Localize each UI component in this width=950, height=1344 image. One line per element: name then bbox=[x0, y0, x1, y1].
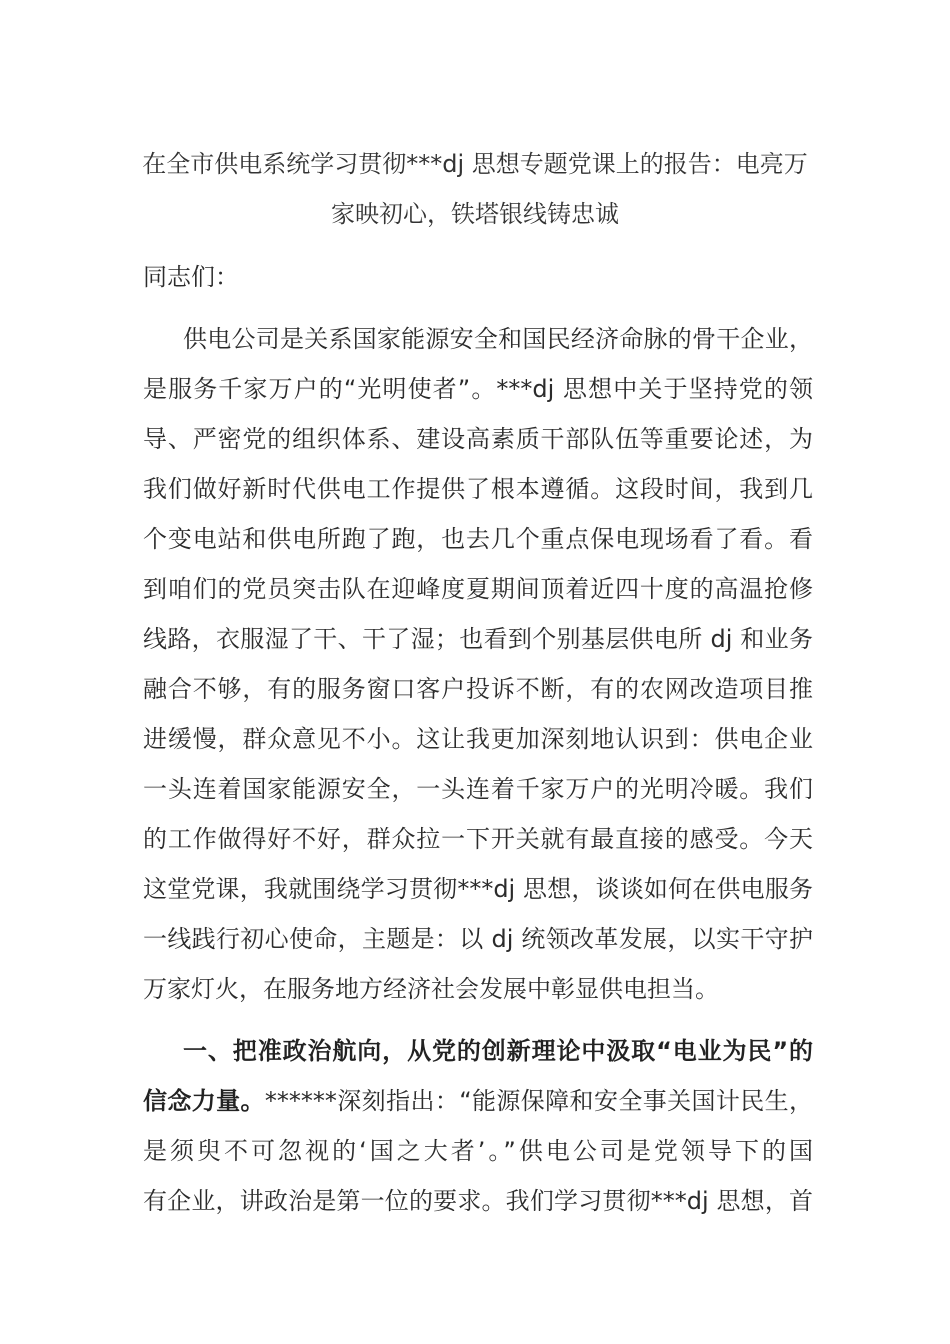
section-1-heading-tail: 信念力量。 bbox=[143, 1087, 265, 1115]
paragraph-1-line: 进缓慢，群众意见不小。这让我更加深刻地认识到：供电企业 bbox=[143, 725, 813, 753]
paragraph-1-line: 这堂党课，我就围绕学习贯彻***dj 思想，谈谈如何在供电服务 bbox=[143, 875, 813, 903]
section-1-line: 是须臾不可忽视的‘国之大者’。”供电公司是党领导下的国 bbox=[143, 1137, 813, 1165]
document-title-line-1: 在全市供电系统学习贯彻***dj 思想专题党课上的报告：电亮万 bbox=[142, 150, 808, 178]
paragraph-1-line: 供电公司是关系国家能源安全和国民经济命脉的骨干企业， bbox=[183, 325, 813, 353]
paragraph-1-line: 线路，衣服湿了干、干了湿；也看到个别基层供电所 dj 和业务 bbox=[143, 625, 813, 653]
section-1-heading: 一、把准政治航向，从党的创新理论中汲取“电业为民”的 bbox=[183, 1037, 813, 1065]
paragraph-1-line: 是服务千家万户的“光明使者”。***dj 思想中关于坚持党的领 bbox=[143, 375, 813, 403]
paragraph-1-line: 的工作做得好不好，群众拉一下开关就有最直接的感受。今天 bbox=[143, 825, 813, 853]
paragraph-1-line: 我们做好新时代供电工作提供了根本遵循。这段时间，我到几 bbox=[143, 475, 813, 503]
paragraph-1-line: 导、严密党的组织体系、建设高素质干部队伍等重要论述，为 bbox=[143, 425, 813, 453]
salutation: 同志们： bbox=[143, 263, 239, 291]
paragraph-1-line: 一线践行初心使命，主题是：以 dj 统领改革发展，以实干守护 bbox=[143, 925, 813, 953]
section-1-quote-intro: ******深刻指出：“能源保障和安全事关国计民生， bbox=[264, 1087, 814, 1115]
document-title-line-2: 家映初心，铁塔银线铸忠诚 bbox=[331, 200, 619, 228]
section-1-heading-continuation bbox=[143, 1086, 813, 1116]
paragraph-1-line: 一头连着国家能源安全，一头连着千家万户的光明冷暖。我们 bbox=[143, 775, 813, 803]
section-1-line: 有企业，讲政治是第一位的要求。我们学习贯彻***dj 思想，首 bbox=[143, 1187, 813, 1215]
paragraph-1-line: 万家灯火，在服务地方经济社会发展中彰显供电担当。 bbox=[143, 975, 719, 1003]
paragraph-1-line: 融合不够，有的服务窗口客户投诉不断，有的农网改造项目推 bbox=[143, 675, 813, 703]
paragraph-1-line: 到咱们的党员突击队在迎峰度夏期间顶着近四十度的高温抢修 bbox=[143, 575, 813, 603]
paragraph-1-line: 个变电站和供电所跑了跑，也去几个重点保电现场看了看。看 bbox=[143, 525, 813, 553]
